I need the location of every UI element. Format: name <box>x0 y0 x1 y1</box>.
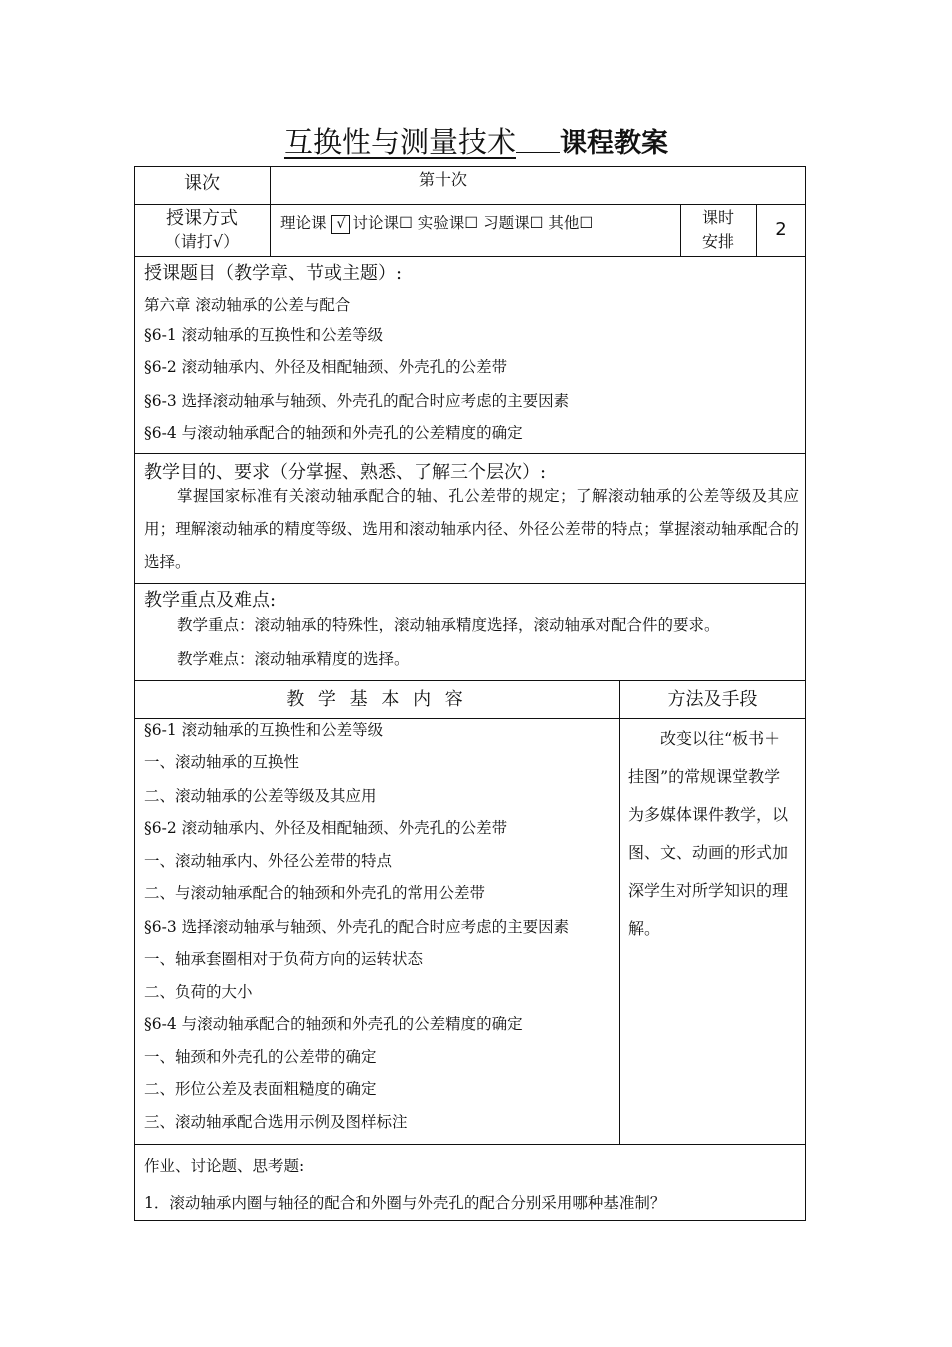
content-line: 二、与滚动轴承配合的轴颈和外壳孔的常用公差带 <box>144 884 486 902</box>
row-divider <box>134 204 806 205</box>
row-divider <box>134 1144 806 1145</box>
method-line: 深学生对所学知识的理 <box>628 881 789 900</box>
checkmark-icon: √ <box>336 215 346 232</box>
content-line: §6-4 与滚动轴承配合的轴颈和外壳孔的公差精度的确定 <box>144 1015 523 1033</box>
lesson-number-label: 课次 <box>184 173 220 194</box>
content-line: 一、滚动轴承的互换性 <box>144 753 300 771</box>
lesson-number-value: 第十次 <box>418 170 467 189</box>
col-divider <box>619 680 620 1144</box>
method-line: 为多媒体课件教学，以 <box>628 805 789 824</box>
option-theory-checkbox[interactable] <box>331 215 350 234</box>
method-heading: 方法及手段 <box>667 689 758 710</box>
title-suffix: 课程教案 <box>560 128 668 159</box>
content-line: 三、滚动轴承配合选用示例及图样标注 <box>144 1113 408 1131</box>
topic-line: §6-4 与滚动轴承配合的轴颈和外壳孔的公差精度的确定 <box>144 424 523 442</box>
method-line: 图、文、动画的形式加 <box>628 843 789 862</box>
topic-heading: 授课题目（教学章、节或主题）: <box>144 263 403 284</box>
content-line: §6-2 滚动轴承内、外径及相配轴颈、外壳孔的公差带 <box>144 819 508 837</box>
course-name: 互换性与测量技术 <box>283 125 516 159</box>
row-divider <box>134 583 806 584</box>
keypoints-heading: 教学重点及难点: <box>144 590 277 611</box>
method-line: 改变以往“板书＋ <box>628 729 781 748</box>
teaching-mode-label: 授课方式 <box>166 208 238 229</box>
content-line: §6-1 滚动轴承的互换性和公差等级 <box>144 721 384 739</box>
option-theory-label: 理论课 <box>280 214 327 232</box>
content-line: §6-3 选择滚动轴承与轴颈、外壳孔的配合时应考虑的主要因素 <box>144 918 570 936</box>
method-line: 挂图”的常规课堂教学 <box>628 767 781 786</box>
content-line: 二、形位公差及表面粗糙度的确定 <box>144 1080 377 1098</box>
method-line: 解。 <box>628 919 661 938</box>
page-title <box>0 122 952 164</box>
content-line: 二、负荷的大小 <box>144 983 253 1001</box>
content-line: 一、轴颈和外壳孔的公差带的确定 <box>144 1048 377 1066</box>
content-line: 二、滚动轴承的公差等级及其应用 <box>144 787 377 805</box>
row-divider <box>134 256 806 257</box>
content-heading: 教 学 基 本 内 容 <box>286 689 467 710</box>
topic-line: §6-3 选择滚动轴承与轴颈、外壳孔的配合时应考虑的主要因素 <box>144 392 570 410</box>
teaching-mode-hint: （请打√） <box>164 232 240 251</box>
hours-label-line1: 课时 <box>701 208 734 227</box>
hours-value: 2 <box>775 219 787 240</box>
content-line: 一、轴承套圈相对于负荷方向的运转状态 <box>144 950 424 968</box>
title-underline-blank <box>516 122 560 153</box>
homework-heading: 作业、讨论题、思考题: <box>144 1157 305 1175</box>
topic-line: 第六章 滚动轴承的公差与配合 <box>144 296 351 314</box>
method-text <box>628 720 800 948</box>
other-options: 讨论课☐ 实验课☐ 习题课☐ 其他☐ <box>352 214 594 232</box>
topic-line: §6-1 滚动轴承的互换性和公差等级 <box>144 326 384 344</box>
teaching-focus: 教学重点：滚动轴承的特殊性，滚动轴承精度选择，滚动轴承对配合件的要求。 <box>177 616 720 634</box>
goals-heading: 教学目的、要求（分掌握、熟悉、了解三个层次）: <box>144 462 547 483</box>
row-divider <box>134 453 806 454</box>
topic-line: §6-2 滚动轴承内、外径及相配轴颈、外壳孔的公差带 <box>144 358 508 376</box>
hours-label-line2: 安排 <box>701 232 734 251</box>
teaching-difficulty: 教学难点：滚动轴承精度的选择。 <box>177 650 410 668</box>
teaching-mode-options <box>280 213 593 234</box>
row-divider <box>134 718 806 719</box>
row-divider <box>134 680 806 681</box>
homework-item: 1．滚动轴承内圈与轴径的配合和外圈与外壳孔的配合分别采用哪种基准制？ <box>144 1194 666 1212</box>
content-line: 一、滚动轴承内、外径公差带的特点 <box>144 852 393 870</box>
goals-text: 掌握国家标准有关滚动轴承配合的轴、孔公差带的规定；了解滚动轴承的公差等级及其应用；理解滚动轴承的精度等级、选用和滚动轴承内径、外径公差带的特点；掌握滚动轴承配合的选择。 <box>144 487 799 571</box>
